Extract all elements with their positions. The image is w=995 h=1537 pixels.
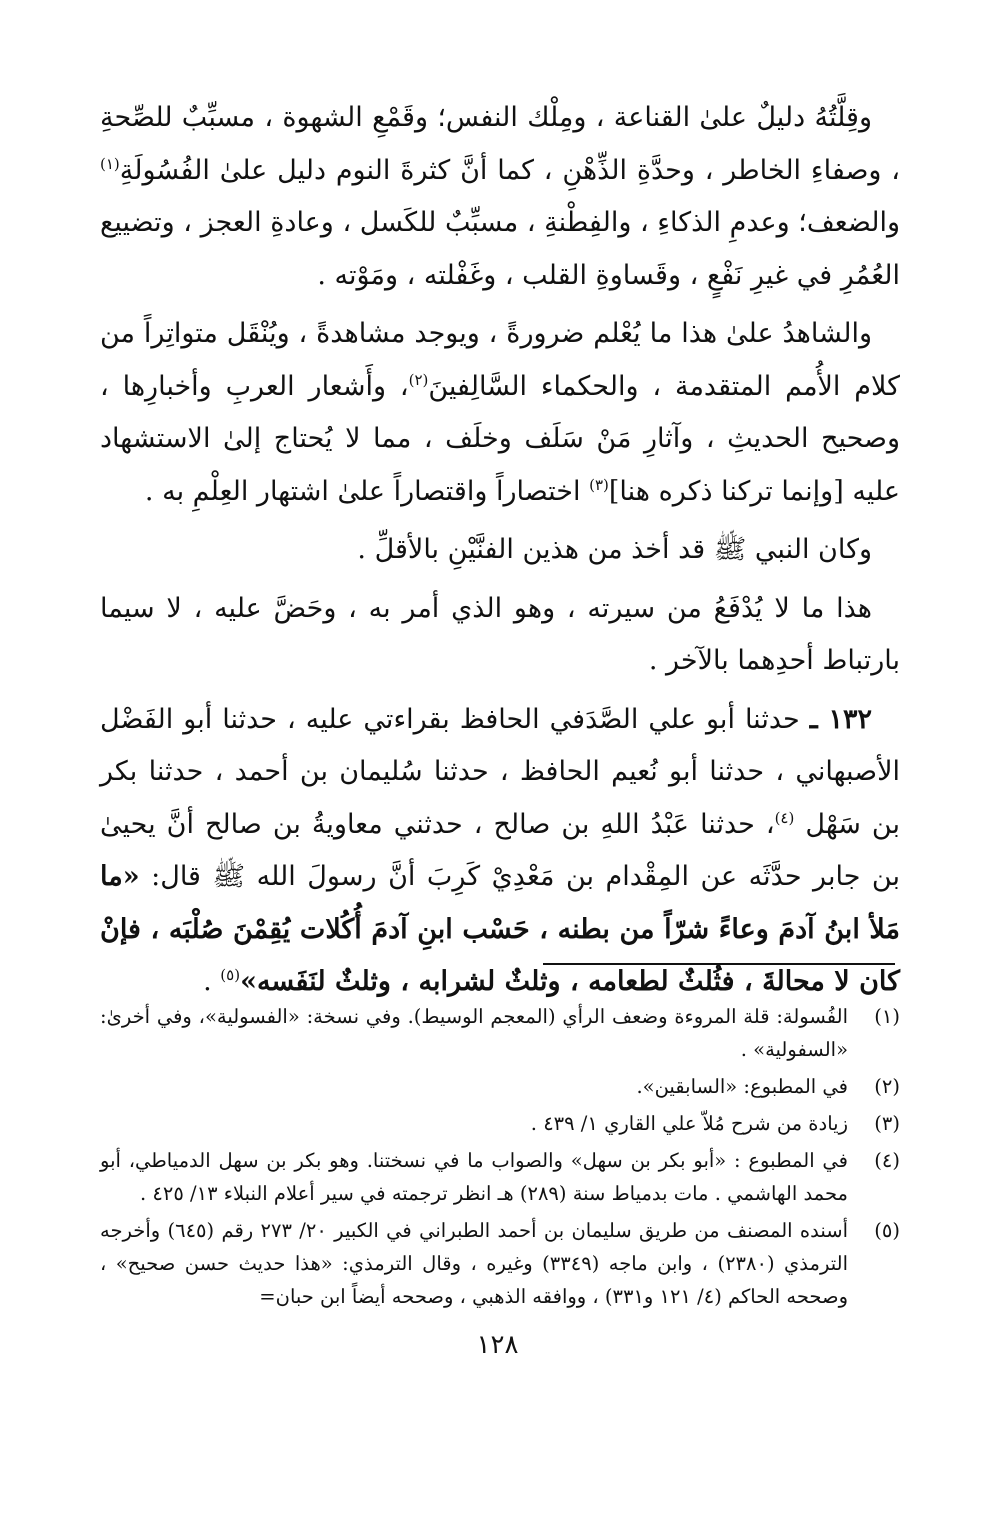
paragraph-text: وكان النبي ﷺ قد أخذ من هذين الفنَّيْنِ بالأقلِّ . (357, 534, 872, 565)
footnote-number: (٤) (874, 1149, 900, 1172)
paragraph-text: ، وأَشعار العربِ وأخبارِها ، وصحيح الحديثِ ، وآثارِ مَنْ سَلَف وخلَف ، مما لا يُحتاج إلىٰ الاستشهاد عليه [وإنما تركنا ذكره هنا] (100, 370, 900, 507)
footnote-text: الفُسولة: قلة المروءة وضعف الرأي (المعجم الوسيط). وفي نسخة: «الفسولية»، وفي أخرىٰ: «السفولية» . (100, 1005, 848, 1061)
footnote-separator (543, 963, 895, 965)
hadith-quote: «ما مَلأ ابنُ آدمَ وعاءً شرّاً من بطنه ، حَسْب ابنِ آدمَ أُكُلات يُقِمْنَ صُلْبَه ، فإنْ كان لا محالةَ ، فثُلثٌ لطعامه ، وثلثٌ لشرابه ، وثلثٌ لنَفَسه» (100, 861, 900, 997)
footnote (100, 1107, 900, 1140)
paragraph-text: وقِلَّتُهُ دليلٌ علىٰ القناعة ، ومِلْك النفس؛ وقَمْعِ الشهوة ، مسبِّبٌ للصِّحةِ ، وصفاءِ الخاطر ، وحدَّةِ الذِّهْنِ ، كما أنَّ كثرةَ النوم دليل علىٰ الفُسُولَةِ (100, 102, 900, 186)
paragraph-text: والشاهدُ علىٰ هذا ما يُعْلم ضرورةً ، ويوجد مشاهدةً ، ويُنْقَل متواتِراً من كلام الأُمم المتقدمة ، والحكماء السَّالِفينَ (100, 318, 900, 402)
footnote-ref: (١) (100, 154, 120, 173)
footnote-text: أسنده المصنف من طريق سليمان بن أحمد الطبراني في الكبير ٢٠/ ٢٧٣ رقم (٦٤٥) وأخرجه الترمذي (٢٣٨٠) ، وابن ماجه (٣٣٤٩) وغيره ، وقال الترمذي: «هذا حديث حسن صحيح» ، وصححه الحاكم (٤/ ١٢١ و٣٣١) ، ووافقه الذهبي ، وصححه أيضاً ابن حبان= (100, 1219, 848, 1308)
footnote (100, 1144, 900, 1210)
footnote-ref: (٤) (774, 808, 795, 827)
paragraph-text: اختصاراً واقتصاراً علىٰ اشتهار العِلْمِ به . (144, 475, 590, 507)
footnotes (100, 1000, 900, 1317)
footnote-text: في المطبوع : «أبو بكر بن سهل» والصواب ما في نسختنا. وهو بكر بن سهل الدمياطي، أبو محمد الهاشمي . مات بدمياط سنة (٢٨٩) هـ انظر ترجمته في سير أعلام النبلاء ١٣/ ٤٢٥ . (100, 1149, 848, 1205)
paragraph-text: هذا ما لا يُدْفَعُ من سيرته ، وهو الذي أمر به ، وحَضَّ عليه ، لا سيما بارتباط أحدِهما بالآخر . (100, 592, 900, 676)
footnote-number: (٣) (874, 1112, 900, 1135)
paragraph (100, 524, 900, 577)
hadith-text: ، حدثنا عَبْدُ اللهِ بن صالح ، حدثني معاويةُ بن صالح أنَّ يحيىٰ بن جابر حدَّثَه عن المِقْدام بن مَعْدِيْ كَرِبَ أنَّ رسولَ الله ﷺ قال: (100, 808, 900, 892)
footnote (100, 1070, 900, 1103)
footnote-number: (١) (874, 1005, 900, 1028)
paragraph (100, 308, 900, 518)
footnote-text: في المطبوع: «السابقين». (636, 1075, 848, 1098)
hadith-text: . (203, 966, 221, 997)
hadith-paragraph (100, 694, 900, 1009)
page-body (100, 92, 900, 1015)
footnote-text: زيادة من شرح مُلاّ علي القاري ١/ ٤٣٩ . (530, 1112, 848, 1135)
footnote-ref: (٢) (408, 370, 429, 389)
footnote-number: (٢) (874, 1075, 900, 1098)
footnote-number: (٥) (874, 1219, 900, 1242)
paragraph (100, 92, 900, 302)
footnote (100, 1214, 900, 1313)
footnote-ref: (٣) (589, 475, 609, 494)
hadith-text: حدثنا أبو علي الصَّدَفي الحافظ بقراءتي عليه ، حدثنا أبو الفَضْل الأصبهاني ، حدثنا أبو نُعيم الحافظ ، حدثنا سُليمان بن أحمد ، حدثنا بكر بن سَهْل (100, 703, 900, 840)
main-text (100, 92, 900, 1009)
hadith-number: ١٣٢ ـ (809, 703, 872, 735)
footnote (100, 1000, 900, 1066)
paragraph (100, 583, 900, 688)
paragraph-text: والضعف؛ وعدمِ الذكاءِ ، والفِطْنةِ ، مسبِّبٌ للكَسل ، وعادةِ العجز ، وتضييع العُمُرِ في غيرِ نَفْعٍ ، وقَساوةِ القلب ، وغَفْلته ، ومَوْته . (100, 207, 900, 291)
footnote-ref: (٥) (220, 966, 241, 984)
page-number: ١٢٨ (476, 1330, 519, 1360)
